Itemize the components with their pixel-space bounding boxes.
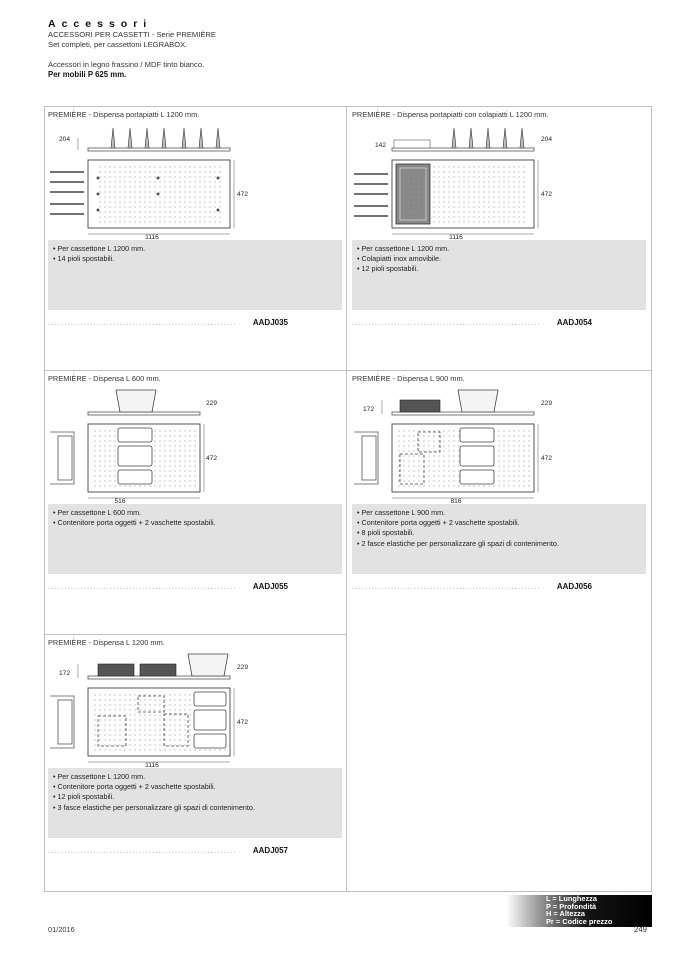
feature-item: • 2 fasce elastiche per personalizzare gli spazi di contenimento. bbox=[357, 538, 559, 548]
features-box bbox=[48, 240, 342, 310]
product-code-row: .......................................................... AADJ055 bbox=[48, 582, 288, 591]
feature-item: • Per cassettone L 600 mm. bbox=[53, 508, 142, 517]
product-code: AADJ055 bbox=[249, 582, 288, 591]
sets-line: Set completi, per cassettoni LEGRABOX. bbox=[48, 40, 188, 49]
legend-item: H = Altezza bbox=[546, 909, 585, 919]
product-title: PREMIÈRE - Dispensa L 900 mm. bbox=[352, 374, 465, 383]
product-drawing bbox=[352, 120, 552, 240]
features-box bbox=[48, 504, 342, 574]
product-title: PREMIÈRE - Dispensa portapiatti con colapiatti L 1200 mm. bbox=[352, 110, 549, 119]
feature-item: • 12 pioli spostabili. bbox=[357, 264, 419, 274]
series-line: ACCESSORI PER CASSETTI - Serie PREMIÈRE bbox=[48, 30, 216, 39]
feature-item: • Contenitore porta oggetti + 2 vaschette spostabili. bbox=[53, 782, 216, 792]
dim-length: 516 bbox=[114, 498, 126, 504]
page-number: 249 bbox=[634, 925, 648, 934]
material-line: Accessori in legno frassino / MDF tinto bianco. bbox=[48, 60, 205, 69]
feature-item: • 14 pioli spostabili. bbox=[53, 254, 115, 264]
depth-line: Per mobili P 625 mm. bbox=[48, 70, 127, 79]
container-icon bbox=[88, 390, 200, 415]
side-pegs-icon bbox=[50, 172, 84, 214]
abbreviation-legend bbox=[506, 895, 652, 927]
dim-height: 229 bbox=[206, 400, 218, 407]
footer-date: 01/2016 bbox=[48, 925, 75, 934]
page-title: Accessori bbox=[48, 18, 153, 30]
features-box bbox=[352, 240, 646, 310]
side-pegs-icon bbox=[354, 174, 388, 216]
product-code: AADJ035 bbox=[249, 318, 288, 327]
product-title: PREMIÈRE - Dispensa L 1200 mm. bbox=[48, 638, 165, 647]
dim-depth: 472 bbox=[206, 455, 218, 462]
grid-divider-vertical bbox=[346, 106, 347, 892]
dim-length: 1116 bbox=[145, 234, 159, 240]
product-title: PREMIÈRE - Dispensa L 600 mm. bbox=[48, 374, 161, 383]
page-header bbox=[48, 18, 608, 80]
dim-length: 1116 bbox=[449, 234, 463, 240]
container-icon bbox=[392, 390, 534, 415]
feature-item: • 12 pioli spostabili. bbox=[53, 792, 115, 802]
feature-item: • 3 fasce elastiche per personalizzare gli spazi di contenimento. bbox=[53, 802, 255, 812]
dim-height: 204 bbox=[58, 136, 70, 143]
product-code-row: .......................................................... AADJ035 bbox=[48, 318, 288, 327]
grid-divider-row-1 bbox=[44, 370, 652, 371]
product-code: AADJ054 bbox=[553, 318, 592, 327]
feature-item: • Colapiatti inox amovibile. bbox=[357, 254, 442, 264]
feature-item: • Per cassettone L 1200 mm. bbox=[357, 244, 450, 253]
dim-depth: 472 bbox=[237, 191, 248, 198]
legend-item: P = Profondità bbox=[546, 901, 597, 911]
product-drawing bbox=[48, 120, 248, 240]
container-icon bbox=[88, 654, 230, 679]
product-drawing bbox=[48, 648, 248, 768]
product-drawing bbox=[48, 384, 248, 504]
dim-height: 204 bbox=[541, 136, 552, 143]
product-code: AADJ056 bbox=[553, 582, 592, 591]
feature-item: • Per cassettone L 1200 mm. bbox=[53, 244, 146, 253]
dim-rack-height: 142 bbox=[374, 142, 386, 149]
features-box bbox=[352, 504, 646, 574]
product-code-row: .......................................................... AADJ056 bbox=[352, 582, 592, 591]
grid-divider-row-2 bbox=[44, 634, 346, 635]
dim-length: 816 bbox=[450, 498, 462, 504]
plate-pegs-icon bbox=[88, 128, 230, 151]
dim-height: 229 bbox=[237, 664, 248, 671]
feature-item: • Per cassettone L 900 mm. bbox=[357, 508, 446, 517]
feature-item: • Per cassettone L 1200 mm. bbox=[53, 772, 146, 781]
product-code-row: .......................................................... AADJ057 bbox=[48, 846, 288, 855]
product-code: AADJ057 bbox=[249, 846, 288, 855]
feature-item: • Contenitore porta oggetti + 2 vaschette spostabili. bbox=[53, 518, 216, 528]
dim-rack-height: 172 bbox=[58, 670, 70, 677]
plate-pegs-icon bbox=[392, 128, 534, 151]
legend-item: Pr = Codice prezzo bbox=[546, 916, 613, 926]
feature-item: • 8 pioli spostabili. bbox=[357, 528, 415, 538]
features-box bbox=[48, 768, 342, 838]
dim-depth: 472 bbox=[541, 191, 552, 198]
feature-item: • Contenitore porta oggetti + 2 vaschette spostabili. bbox=[357, 518, 520, 528]
product-title: PREMIÈRE - Dispensa portapiatti L 1200 mm. bbox=[48, 110, 200, 119]
dim-height: 229 bbox=[541, 400, 552, 407]
product-drawing bbox=[352, 384, 552, 504]
dim-length: 1116 bbox=[145, 762, 159, 768]
dim-depth: 472 bbox=[541, 455, 552, 462]
dim-rack-height: 172 bbox=[362, 406, 374, 413]
dim-depth: 472 bbox=[237, 719, 248, 726]
legend-item: L = Lunghezza bbox=[546, 894, 597, 903]
product-code-row: .......................................................... AADJ054 bbox=[352, 318, 592, 327]
